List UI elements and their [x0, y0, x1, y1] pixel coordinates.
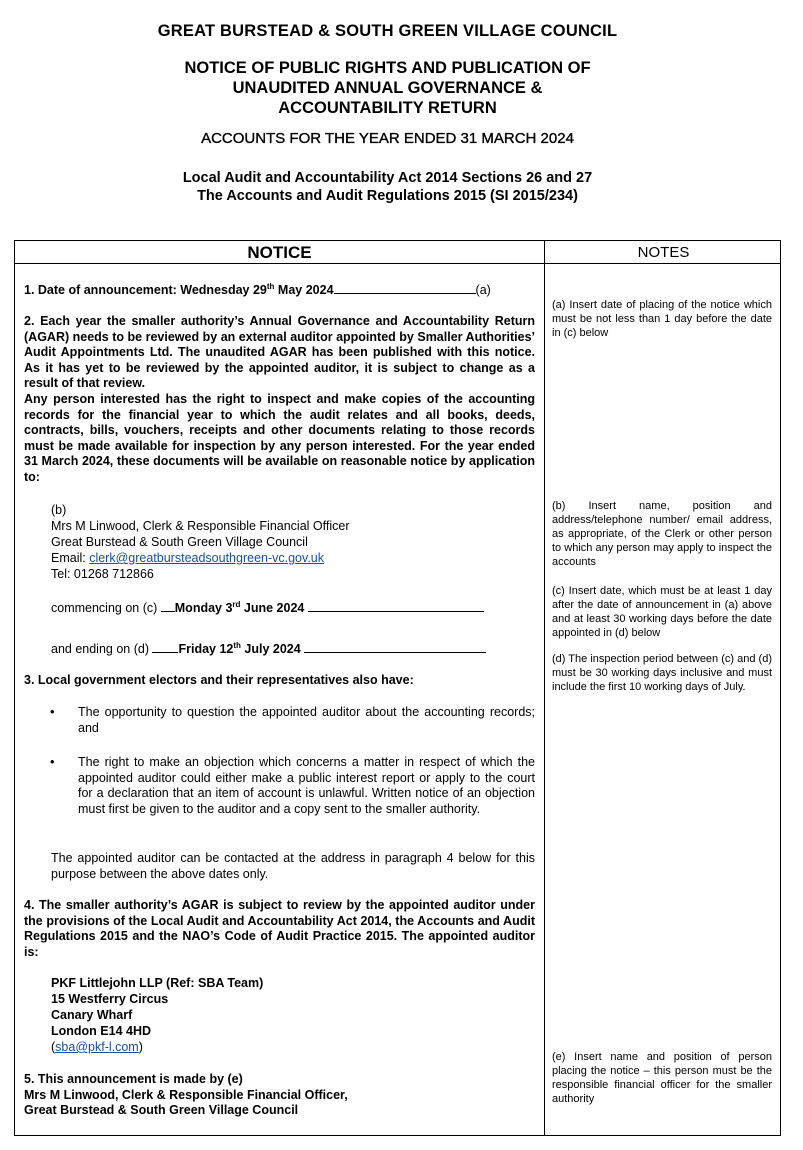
- council-name: GREAT BURSTEAD & SOUTH GREEN VILLAGE COUNCIL: [157, 22, 618, 40]
- ending-underline-post: [304, 640, 486, 653]
- marker-a: (a): [475, 283, 491, 297]
- note-b: (b) Insert name, position and address/telephone number/ email address, as appropriate, of the Clerk or other person to which any person may apply to inspect the accounts: [552, 500, 772, 568]
- ending-underline-pre: [152, 640, 178, 653]
- announcement-date: [24, 281, 534, 299]
- ending-label: and ending on (d): [51, 642, 153, 656]
- commencing-label: commencing on (c): [51, 601, 161, 615]
- commencing-underline-pre: [161, 599, 175, 612]
- notice-column-heading: NOTICE: [247, 243, 312, 262]
- commencing-date-value: Monday 3: [174, 601, 233, 615]
- auditor-email-link[interactable]: sba@pkf-l.com: [55, 1040, 139, 1054]
- auditor-address-3: London E14 4HD: [51, 1024, 152, 1038]
- email-label: Email:: [51, 551, 90, 565]
- paragraph-4: 4. The smaller authority’s AGAR is subject to review by the appointed auditor under the provisions of the Local Audit and Accountability Act 2014, the Accounts and Audit Regulations 2015 and the NAO’s Code of Audit Practice 2015. The appointed auditor is:: [24, 898, 535, 959]
- note-c: (c) Insert date, which must be at least 1 day after the date of announcement in (a) above and at least 30 working days before the date appointed in (d) below: [552, 585, 772, 639]
- auditor-address-1: 15 Westferry Circus: [51, 992, 169, 1006]
- header-divider: [15, 263, 780, 264]
- notice-title-line2: UNAUDITED ANNUAL GOVERNANCE &: [232, 79, 543, 97]
- act-line2: The Accounts and Audit Regulations 2015 (SI 2015/234): [197, 188, 578, 204]
- contact-telephone: Tel: 01268 712866: [51, 567, 154, 581]
- bullet-objection: The right to make an objection which concerns a matter in respect of which the appointed auditor could either make a public interest report or apply to the court for a declaration that an item of account is unlawful. Written notice of an objection must first be given to the auditor and a copy sent to the smaller authority.: [78, 755, 535, 816]
- notice-title-line1: NOTICE OF PUBLIC RIGHTS AND PUBLICATION OF: [184, 59, 591, 77]
- commencing-date: [51, 599, 521, 617]
- announcement-date-sup: th: [266, 282, 275, 291]
- auditor-contact-note: The appointed auditor can be contacted at the address in paragraph 4 below for this purpose between the above dates only.: [51, 851, 535, 881]
- legislation-reference: [0, 169, 775, 205]
- paragraph-2: 2. Each year the smaller authority’s Annual Governance and Accountability Return (AGAR) needs to be reviewed by an external auditor appointed by Smaller Authorities’ Audit Appointments Ltd. The unaudited AGAR has been published with this notice. As it has yet to be reviewed by the appointed auditor, it is subject to change as a result of that review.: [24, 314, 535, 390]
- ending-date-sup: th: [233, 641, 241, 650]
- column-divider: [544, 241, 545, 1135]
- contact-organisation: Great Burstead & South Green Village Council: [51, 535, 308, 549]
- ending-date-value: Friday 12: [178, 642, 234, 656]
- contact-marker: (b): [51, 503, 67, 517]
- commencing-date-sup: rd: [232, 600, 241, 609]
- bullet-dot: •: [50, 754, 55, 769]
- ending-date: [51, 640, 521, 658]
- note-e: (e) Insert name and position of person placing the notice – this person must be the responsible financial officer for the smaller authority: [552, 1051, 772, 1105]
- auditor-email-line: (sba@pkf-l.com): [51, 1040, 143, 1054]
- notes-column-heading: NOTES: [637, 244, 690, 261]
- contact-name: Mrs M Linwood, Clerk & Responsible Financial Officer: [51, 519, 350, 533]
- paragraph-5-line2: Mrs M Linwood, Clerk & Responsible Financial Officer,: [24, 1087, 348, 1102]
- accounts-year: ACCOUNTS FOR THE YEAR ENDED 31 MARCH 2024: [201, 130, 574, 147]
- paragraph-5-line3: Great Burstead & South Green Village Council: [24, 1103, 299, 1117]
- notice-title: [0, 58, 775, 118]
- ending-date-rest: July 2024: [240, 642, 305, 656]
- paragraph-5: [24, 1072, 534, 1119]
- auditor-address-2: Canary Wharf: [51, 1008, 133, 1022]
- note-d: (d) The inspection period between (c) and (d) must be 30 working days inclusive and must include the first 10 working days of July.: [552, 653, 772, 693]
- paragraph-2-inspection: Any person interested has the right to inspect and make copies of the accounting records for the financial year to which the audit relates and all books, deeds, contracts, bills, vouchers, receipts and other documents relating to those records must be made available for inspection by any person interested. For the year ended 31 March 2024, these documents will be available on reasonable notice by application to:: [24, 392, 535, 484]
- date-underline: [334, 281, 476, 294]
- act-line1: Local Audit and Accountability Act 2014 Sections 26 and 27: [182, 170, 593, 186]
- bullet-question-auditor: The opportunity to question the appointed auditor about the accounting records; and: [78, 705, 535, 735]
- contact-email-link[interactable]: clerk@greatbursteadsouthgreen-vc.gov.uk: [89, 551, 325, 565]
- paragraph-3: 3. Local government electors and their representatives also have:: [24, 673, 414, 687]
- contact-email-line: [51, 551, 324, 567]
- announcement-date-rest: May 2024: [274, 283, 334, 297]
- paragraph-5-line1: 5. This announcement is made by (e): [24, 1072, 243, 1086]
- commencing-date-rest: June 2024: [240, 601, 308, 615]
- notice-title-line3: ACCOUNTABILITY RETURN: [278, 99, 497, 117]
- note-a: (a) Insert date of placing of the notice which must be not less than 1 day before the date in (c) below: [552, 299, 772, 339]
- bullet-dot: •: [50, 704, 55, 719]
- announcement-date-label: 1. Date of announcement: Wednesday 29: [24, 283, 267, 297]
- auditor-name: PKF Littlejohn LLP (Ref: SBA Team): [51, 976, 264, 990]
- commencing-underline-post: [308, 599, 484, 612]
